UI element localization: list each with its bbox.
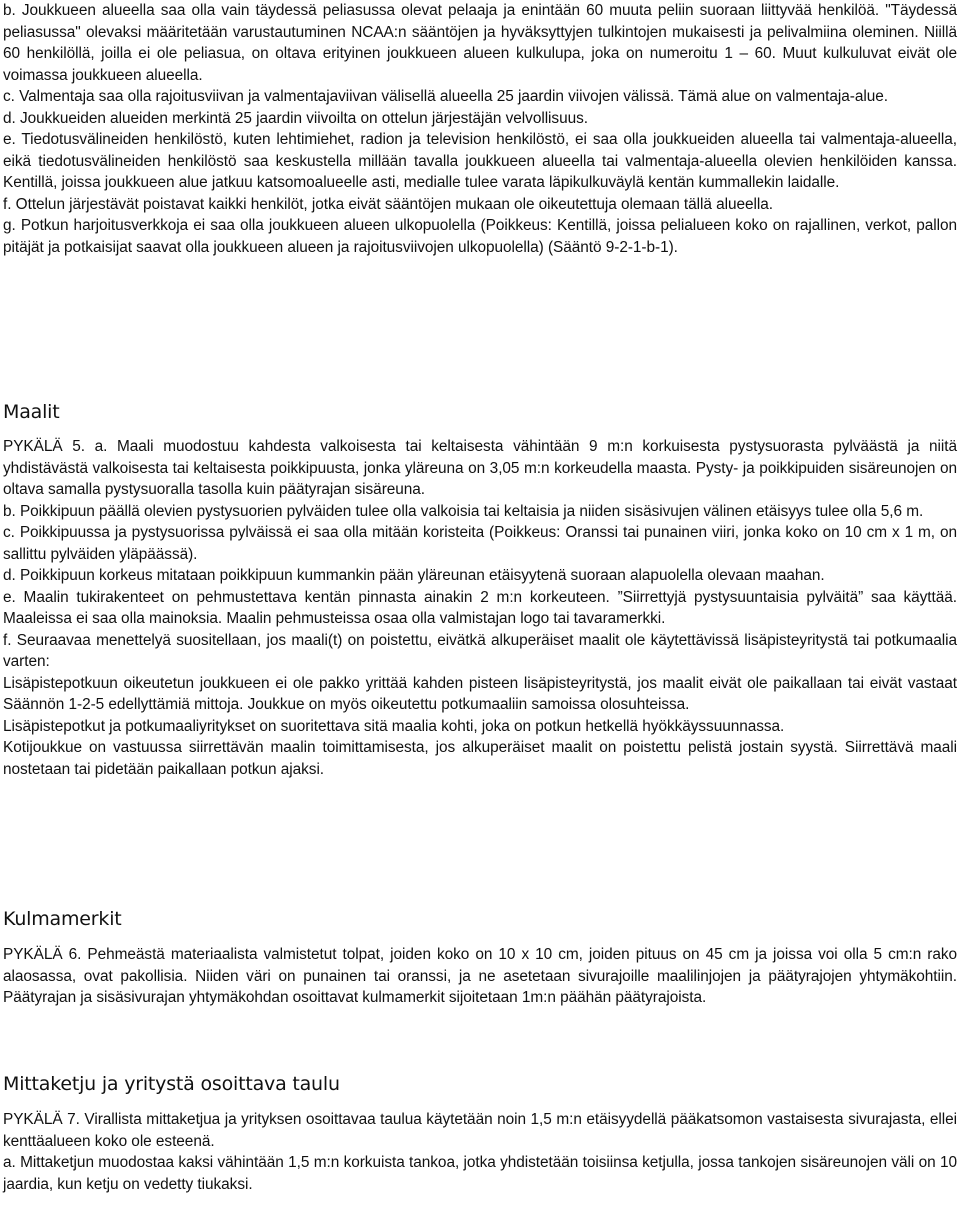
paragraph-d: d. Joukkueiden alueiden merkintä 25 jaardin viivoilta on ottelun järjestäjän velvollisuus. — [3, 109, 588, 127]
kulmamerkit-section — [3, 944, 957, 1009]
team-area-section — [3, 0, 957, 258]
kulmamerkit-paragraph: PYKÄLÄ 6. Pehmeästä materiaalista valmistetut tolpat, joiden koko on 10 x 10 cm, joiden pituus on 45 cm ja joissa voi olla 5 cm:n rako alaosassa, ovat pakollisia. Niiden väri on punainen tai oranssi, ja ne asetetaan sivurajoille maalilinjojen ja päätyrajojen yhtymäkohtiin. Päätyrajan ja sisäsivurajan yhtymäkohdan osoittavat kulmamerkit sijoitetaan 1m:n päähän päätyrajoista. — [3, 946, 957, 1006]
mittaketju-paragraph: PYKÄLÄ 7. Virallista mittaketjua ja yrityksen osoittavaa taulua käytetään noin 1,5 m:n etäisyydellä pääkatsomon vastaisesta sivurajasta, ellei kenttäalueen koko ole esteenä. — [3, 1111, 957, 1150]
maalit-section — [3, 436, 957, 780]
maalit-paragraph: e. Maalin tukirakenteet on pehmustettava kentän pinnasta ainakin 2 m:n korkeuteen. ”Siirrettyjä pystysuuntaisia pylväitä” saa käyttää. Maaleissa ei saa olla mainoksia. Maalin pehmusteissa osaa olla valmistajan logo tai tavaramerkki. — [3, 588, 957, 627]
section-heading-maalit: Maalit — [3, 401, 60, 423]
paragraph-b: b. Joukkueen alueella saa olla vain täydessä peliasussa olevat pelaaja ja enintään 60 muuta peliin suoraan liittyvää henkilöä. "Täydessä peliasussa" olevaksi määritetään varustautuminen NCAA:n sääntöjen ja hyväksyttyjen tulkintojen mukaisesti ja pelivalmiina oleminen. Niillä 60 henkilöllä, joilla ei ole peliasua, on oltava erityinen joukkueen alueen kulkulupa, joka on numeroitu 1 – 60. Muut kulkuluvat eivät ole voimassa joukkueen alueella. — [3, 2, 957, 84]
maalit-paragraph: Kotijoukkue on vastuussa siirrettävän maalin toimittamisesta, jos alkuperäiset maalit on poistettu pelistä jostain syystä. Siirrettävä maali nostetaan tai pidetään paikallaan potkun ajaksi. — [3, 739, 957, 778]
section-heading-kulmamerkit: Kulmamerkit — [3, 908, 122, 930]
maalit-paragraph: Lisäpistepotkuun oikeutetun joukkueen ei ole pakko yrittää kahden pisteen lisäpisteyritystä, jos maalit eivät ole paikallaan tai eivät vastaat Säännön 1-2-5 edellyttämiä mittoja. Joukkue on myös oikeutettu potkumaaliin samoissa olosuhteissa. — [3, 674, 957, 713]
maalit-paragraph: d. Poikkipuun korkeus mitataan poikkipuun kummankin pään yläreunan etäisyytenä suoraan alapuolella olevaan maahan. — [3, 567, 825, 584]
section-heading-mittaketju: Mittaketju ja yritystä osoittava taulu — [3, 1073, 340, 1095]
maalit-paragraph: b. Poikkipuun päällä olevien pystysuorien pylväiden tulee olla valkoisia tai keltaisia ja niiden sisäsivujen välinen etäisyys tulee olla 5,6 m. — [3, 502, 924, 520]
paragraph-e: e. Tiedotusvälineiden henkilöstö, kuten lehtimiehet, radion ja television henkilöstö, ei saa olla joukkueiden alueella tai valmentaja-alueella, eikä tiedotusvälineiden henkilöstö saa keskustella millään tavalla joukkueen alueella tai valmentaja-alueella olevien henkilöiden kanssa. Kentillä, joissa joukkueen alue jatkuu katsomoalueelle asti, medialle tulee varata läpikulkuväylä kentän kummallekin laidalle. — [3, 131, 957, 191]
paragraph-g: g. Potkun harjoitusverkkoja ei saa olla joukkueen alueen ulkopuolella (Poikkeus: Kentillä, joissa pelialueen koko on rajallinen, verkot, pallon pitäjät ja potkaisijat saavat olla joukkueen alueen ja rajoitusviivojen ulkopuolella) (Sääntö 9-2-1-b-1). — [3, 217, 957, 256]
paragraph-f: f. Ottelun järjestävät poistavat kaikki henkilöt, jotka eivät sääntöjen mukaan ole oikeutettuja olemaan tällä alueella. — [3, 195, 774, 213]
mittaketju-paragraph: a. Mittaketjun muodostaa kaksi vähintään 1,5 m:n korkuista tankoa, jotka yhdistetään toisiinsa ketjulla, jossa tankojen sisäreunojen väli on 10 jaardia, kun ketju on vedetty tiukaksi. — [3, 1154, 957, 1193]
maalit-paragraph: PYKÄLÄ 5. a. Maali muodostuu kahdesta valkoisesta tai keltaisesta vähintään 9 m:n korkuisesta pystysuorasta pylväästä ja niitä yhdistävästä valkoisesta tai keltaisesta poikkipuusta, jonka yläreuna on 3,05 m:n korkeudella maasta. Pysty- ja poikkipuiden sisäreunojen on oltava samalla pystysuoralla tasolla kuin päätyrajan sisäreuna. — [3, 438, 957, 498]
maalit-paragraph: f. Seuraavaa menettelyä suositellaan, jos maali(t) on poistettu, eivätkä alkuperäiset maalit ole käytettävissä lisäpisteyritystä tai potkumaalia varten: — [3, 631, 957, 670]
mittaketju-section — [3, 1109, 957, 1195]
maalit-paragraph: Lisäpistepotkut ja potkumaaliyritykset on suoritettava sitä maalia kohti, joka on potkun hetkellä hyökkäyssuunnassa. — [3, 717, 785, 735]
paragraph-c: c. Valmentaja saa olla rajoitusviivan ja valmentajaviivan välisellä alueella 25 jaardin viivojen välissä. Tämä alue on valmentaja-alue. — [3, 88, 888, 105]
maalit-paragraph: c. Poikkipuussa ja pystysuorissa pylväissä ei saa olla mitään koristeita (Poikkeus: Oranssi tai punainen viiri, jonka koko on 10 cm x 1 m, on sallittu pylväiden yläpäässä). — [3, 524, 957, 563]
